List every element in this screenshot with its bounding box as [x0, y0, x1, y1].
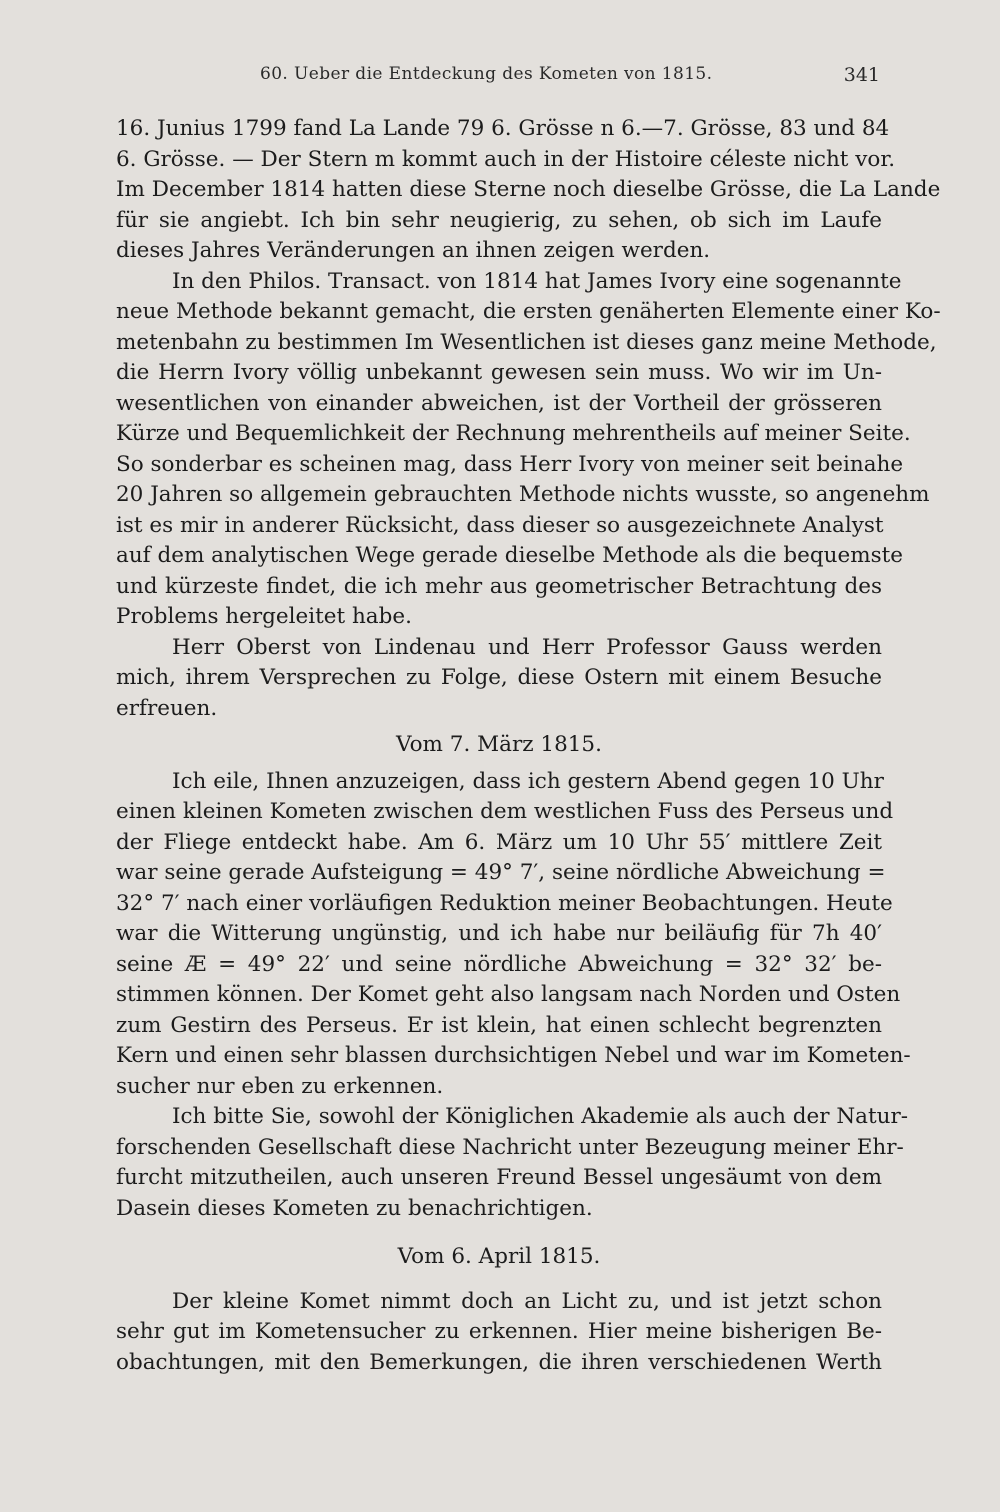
- text-line: Der kleine Komet nimmt doch an Licht zu, und ist jetzt schon: [172, 1288, 882, 1314]
- text-line: erfreuen.: [116, 695, 218, 721]
- text-line: ist es mir in anderer Rücksicht, dass dieser so ausgezeichnete Analyst: [116, 512, 884, 538]
- text-line: Kern und einen sehr blassen durchsichtigen Nebel und war im Kometen-: [116, 1043, 911, 1068]
- text-line: sehr gut im Kometensucher zu erkennen. Hier meine bisherigen Be-: [116, 1319, 882, 1344]
- text-line: auf dem analytischen Wege gerade dieselbe Methode als die bequemste: [116, 543, 903, 568]
- text-line: die Herrn Ivory völlig unbekannt gewesen sein muss. Wo wir im Un-: [116, 360, 882, 385]
- text-line: Herr Oberst von Lindenau und Herr Professor Gauss werden: [172, 634, 882, 660]
- paragraph-3: [116, 633, 882, 725]
- paragraph-2: [116, 267, 941, 633]
- paragraph-6: [116, 1287, 882, 1379]
- page-number: 341: [843, 64, 880, 86]
- text-line: metenbahn zu bestimmen Im Wesentlichen ist dieses ganz meine Methode,: [116, 329, 937, 355]
- text-line: Kürze und Bequemlichkeit der Rechnung mehrentheils auf meiner Seite.: [116, 421, 911, 446]
- text-line: zum Gestirn des Perseus. Er ist klein, hat einen schlecht begrenzten: [116, 1012, 882, 1038]
- text-line: neue Methode bekannt gemacht, die ersten genäherten Elemente einer Ko-: [116, 299, 941, 324]
- text-line: 6. Grösse. — Der Stern m kommt auch in der Histoire céleste nicht vor.: [116, 146, 896, 172]
- paragraph-5: [116, 1102, 909, 1224]
- text-line: So sonderbar es scheinen mag, dass Herr Ivory von meiner seit beinahe: [116, 451, 904, 477]
- text-line: Im December 1814 hatten diese Sterne noch dieselbe Grösse, die La Lande: [116, 177, 941, 202]
- paragraph-4: [116, 767, 911, 1103]
- text-line: seine Æ = 49° 22′ und seine nördliche Abweichung = 32° 32′ be-: [116, 951, 882, 977]
- text-line: Ich bitte Sie, sowohl der Königlichen Akademie als auch der Natur-: [172, 1104, 909, 1129]
- text-line: wesentlichen von einander abweichen, ist der Vortheil der grösseren: [116, 390, 882, 416]
- page-body: [116, 114, 941, 1378]
- text-line: Problems hergeleitet habe.: [116, 604, 412, 629]
- text-line: mich, ihrem Versprechen zu Folge, diese Ostern mit einem Besuche: [116, 665, 882, 690]
- text-line: Ich eile, Ihnen anzuzeigen, dass ich gestern Abend gegen 10 Uhr: [172, 768, 884, 794]
- text-line: 32° 7′ nach einer vorläufigen Reduktion meiner Beobachtungen. Heute: [116, 890, 893, 916]
- text-line: einen kleinen Kometen zwischen dem westlichen Fuss des Perseus und: [116, 799, 894, 824]
- text-line: In den Philos. Transact. von 1814 hat James Ivory eine sogenannte: [172, 268, 902, 294]
- text-line: sucher nur eben zu erkennen.: [116, 1073, 444, 1099]
- text-line: stimmen können. Der Komet geht also langsam nach Norden und Osten: [116, 982, 901, 1007]
- text-line: für sie angiebt. Ich bin sehr neugierig, zu sehen, ob sich im Laufe: [116, 207, 882, 233]
- text-line: obachtungen, mit den Bemerkungen, die ihren verschiedenen Werth: [116, 1349, 882, 1375]
- section-heading: Vom 6. April 1815.: [397, 1244, 601, 1269]
- text-line: forschenden Gesellschaft diese Nachricht unter Bezeugung meiner Ehr-: [116, 1134, 904, 1160]
- running-header: [118, 64, 880, 90]
- text-line: dieses Jahres Veränderungen an ihnen zeigen werden.: [116, 238, 711, 263]
- text-line: war die Witterung ungünstig, und ich habe nur beiläufig für 7h 40′: [116, 921, 882, 946]
- text-line: 20 Jahren so allgemein gebrauchten Methode nichts wusste, so angenehm: [116, 482, 930, 507]
- text-line: und kürzeste findet, die ich mehr aus geometrischer Betrachtung des: [116, 573, 882, 599]
- text-line: war seine gerade Aufsteigung = 49° 7′, seine nördliche Abweichung =: [116, 860, 886, 885]
- paragraph-1: [116, 114, 941, 267]
- section-heading: Vom 7. März 1815.: [396, 732, 602, 757]
- text-line: furcht mitzutheilen, auch unseren Freund Bessel ungesäumt von dem: [116, 1165, 882, 1190]
- text-line: Dasein dieses Kometen zu benachrichtigen.: [116, 1195, 593, 1221]
- text-line: der Fliege entdeckt habe. Am 6. März um 10 Uhr 55′ mittlere Zeit: [116, 829, 882, 855]
- chapter-title: 60. Ueber die Entdeckung des Kometen von 1815.: [260, 64, 713, 84]
- text-line: 16. Junius 1799 fand La Lande 79 6. Grösse n 6.—7. Grösse, 83 und 84: [116, 116, 890, 141]
